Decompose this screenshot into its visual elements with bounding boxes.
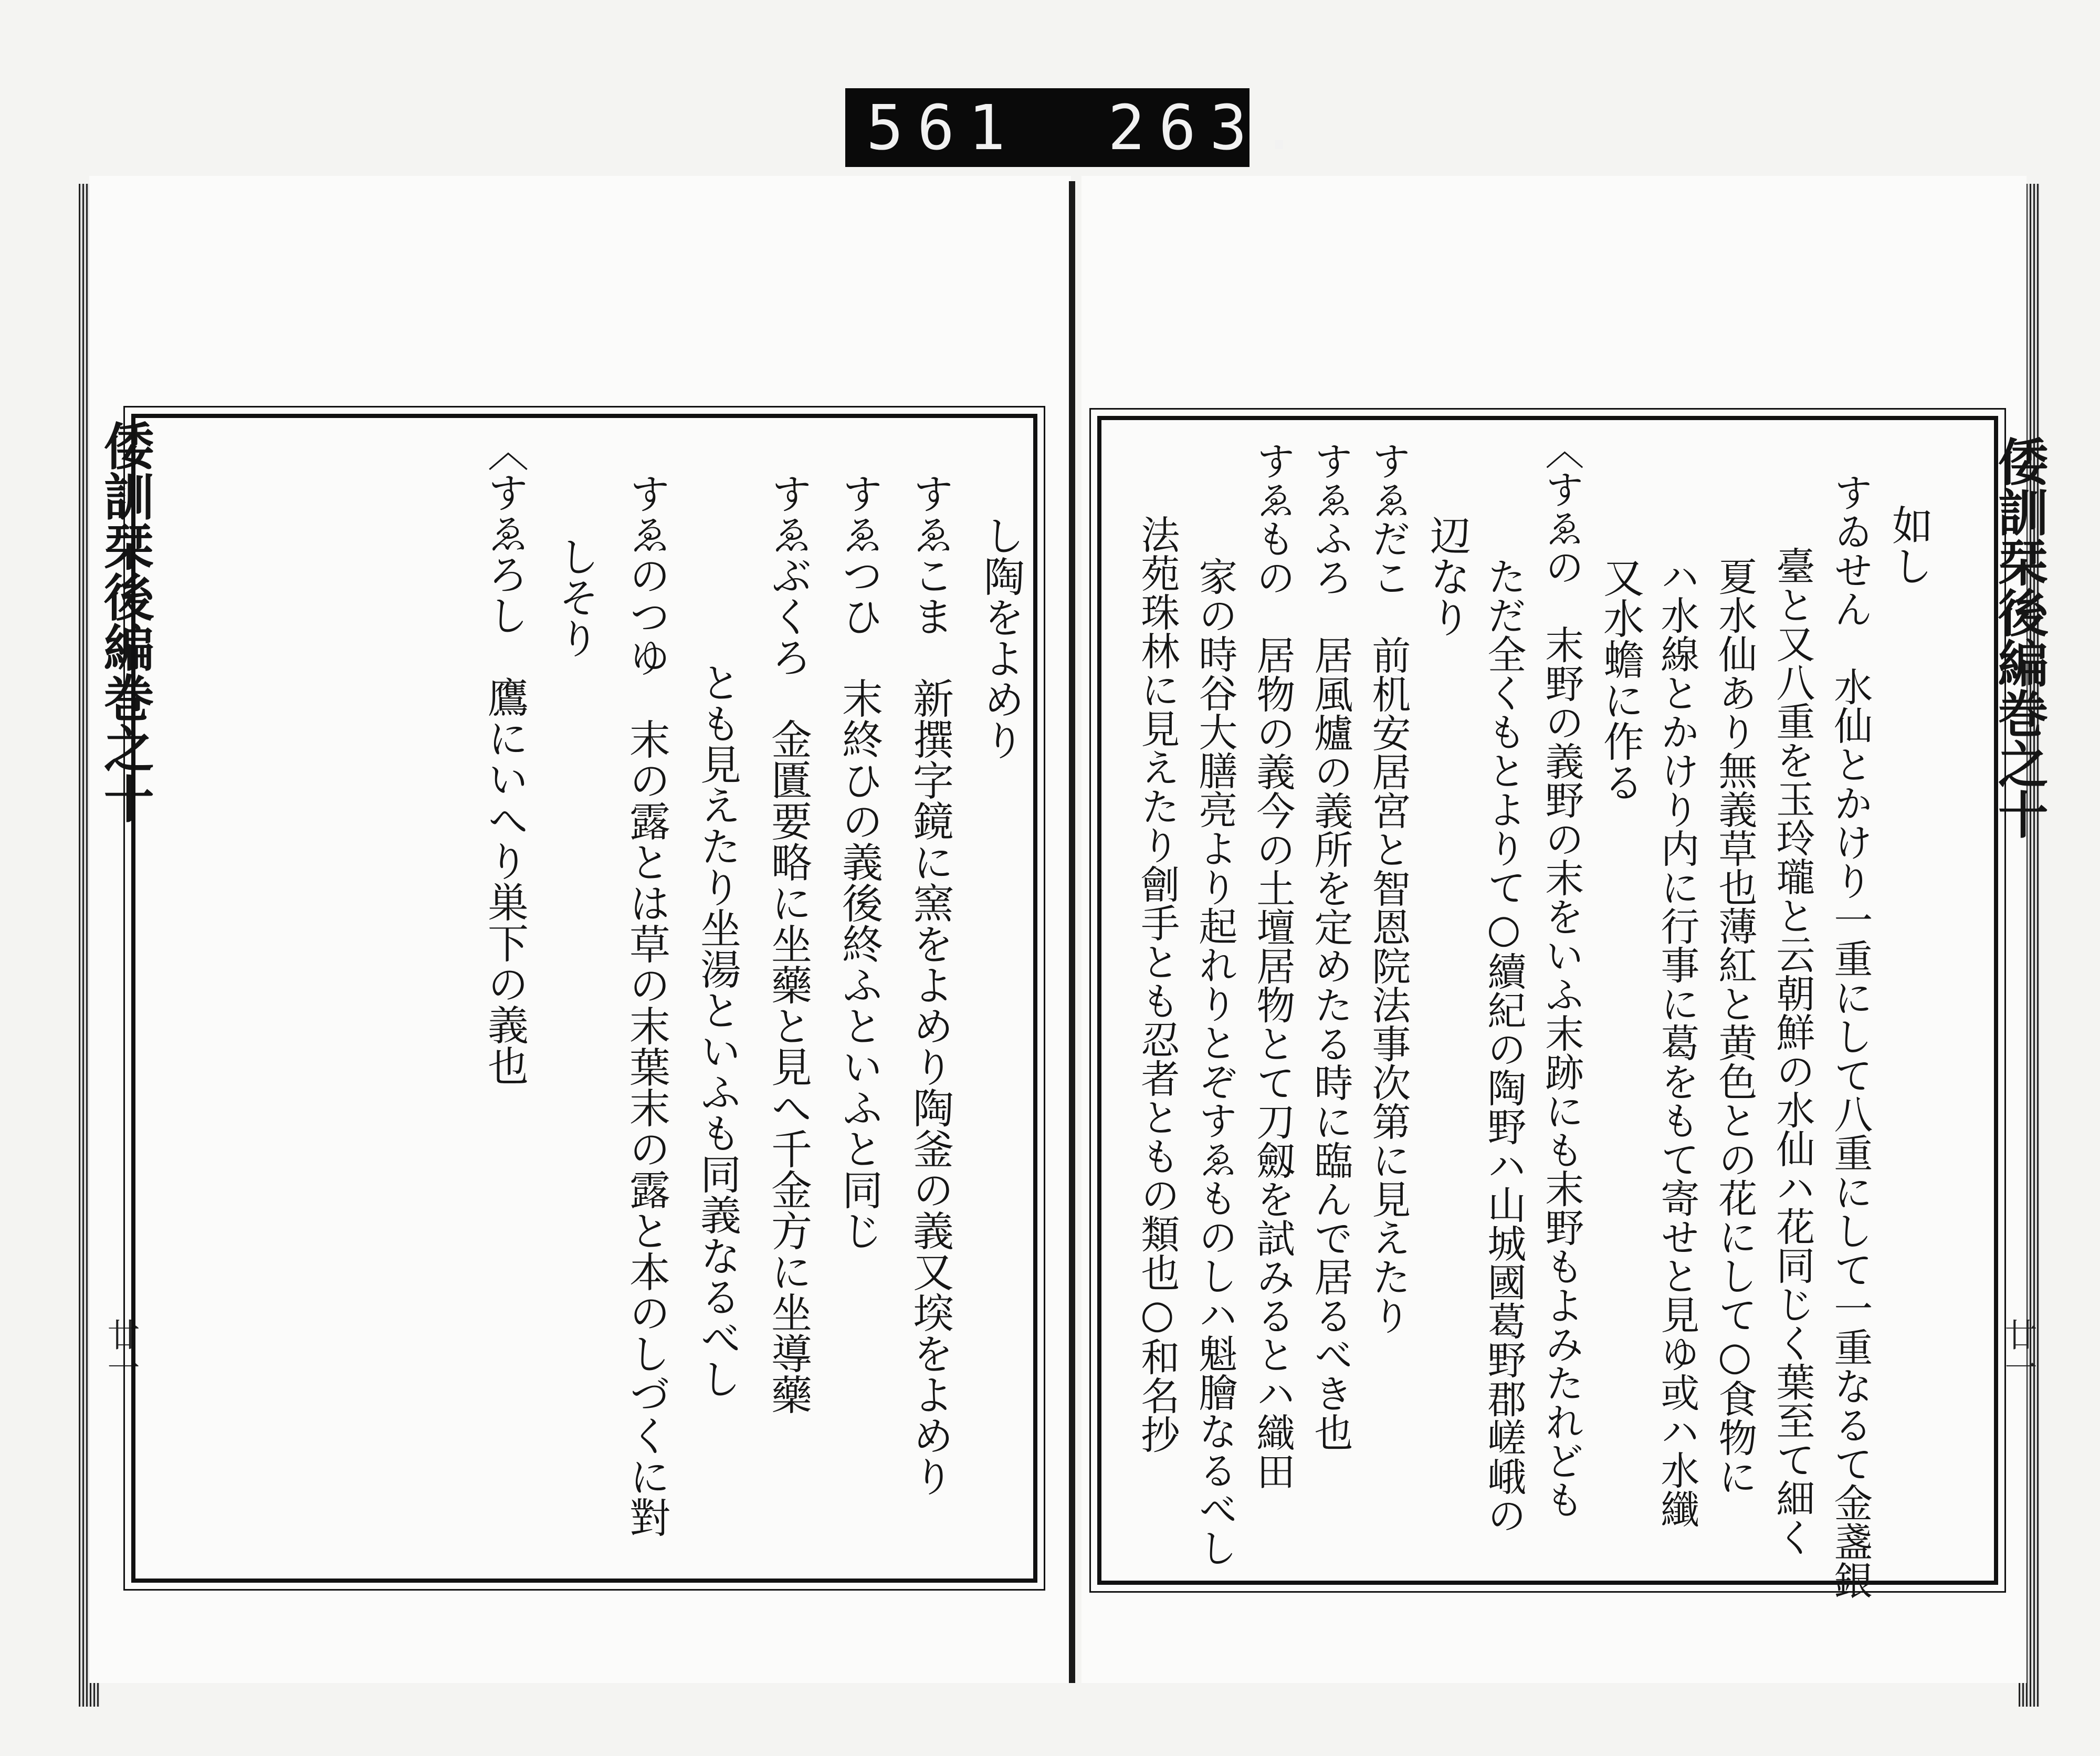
text-column: 夏水仙あり無義草也薄紅と黄色との花にして○食物に xyxy=(1712,557,1758,1496)
text-column: 辺なり xyxy=(1423,515,1471,637)
text-column: すゑふろ 居風爐の義所を定めたる時に臨んで居るべき也 xyxy=(1308,441,1353,1451)
text-column: 〈すゑの 末野の義野の末をいふ末跡にも末野もよみたれども xyxy=(1539,431,1584,1519)
text-column: 臺と又八重を玉玲瓏と云朝鮮の水仙ハ花同じく葉至て細く xyxy=(1770,546,1815,1556)
text-column: とも見えたり坐湯といふも同義なるべし xyxy=(694,662,741,1399)
text-column: すゐせん 水仙とかけり一重にして八重にして一重なるて金盞銀 xyxy=(1828,473,1873,1600)
left-folio: 廿一 xyxy=(102,1318,140,1383)
plate-left-number: 561 xyxy=(866,91,1020,164)
right-folio: 廿一 xyxy=(1999,1318,2038,1383)
text-column: ハ水線とかけり内に行事に葛をもて寄せと見ゆ或ハ水纖 xyxy=(1654,557,1700,1528)
text-column: 家の時谷大膳亮より起れりとぞすゑものしハ魁膾なるべし xyxy=(1192,557,1238,1567)
plate-right-number: 263. xyxy=(1108,91,1312,164)
text-column: すゑつひ 末終ひの義後終ふといふと同じ xyxy=(835,473,883,1251)
book-spine xyxy=(1069,181,1075,1683)
text-column: 〈すゑろし 鷹にいへり巣下の義也 xyxy=(481,431,529,1086)
text-column: し陶をよめり xyxy=(977,515,1025,760)
right-margin-title: 倭訓栞後編巻之十 xyxy=(1990,436,2050,839)
text-column: しそり xyxy=(552,536,600,659)
text-column: 如し xyxy=(1885,504,1933,586)
text-column: すゑのつゆ 末の露とは草の末葉末の露と本のしづくに對 xyxy=(623,473,670,1538)
text-column: すゑぶくろ 金匱要略に坐藥と見へ千金方に坐導藥 xyxy=(764,473,812,1415)
call-number-plate xyxy=(845,88,1312,167)
text-column: 法苑珠林に見えたり劊手とも忍者ともの類也○和名抄 xyxy=(1135,515,1180,1454)
text-column: すゑこま 新撰字鏡に窯をよめり陶釜の義又堗をよめり xyxy=(906,473,954,1497)
text-column: すゑだこ 前机安居宮と智恩院法事次第に見えたり xyxy=(1366,441,1411,1335)
left-margin-title: 倭訓栞後編巻之十 xyxy=(96,420,155,823)
text-column: すゑもの 居物の義今の土壇居物とて刀劔を試みるとハ織田 xyxy=(1250,441,1296,1490)
text-column: 又水蟾に作る xyxy=(1597,557,1644,802)
text-column: ただ全くもとよりて○續紀の陶野ハ山城國葛野郡嵯峨の xyxy=(1481,557,1527,1534)
